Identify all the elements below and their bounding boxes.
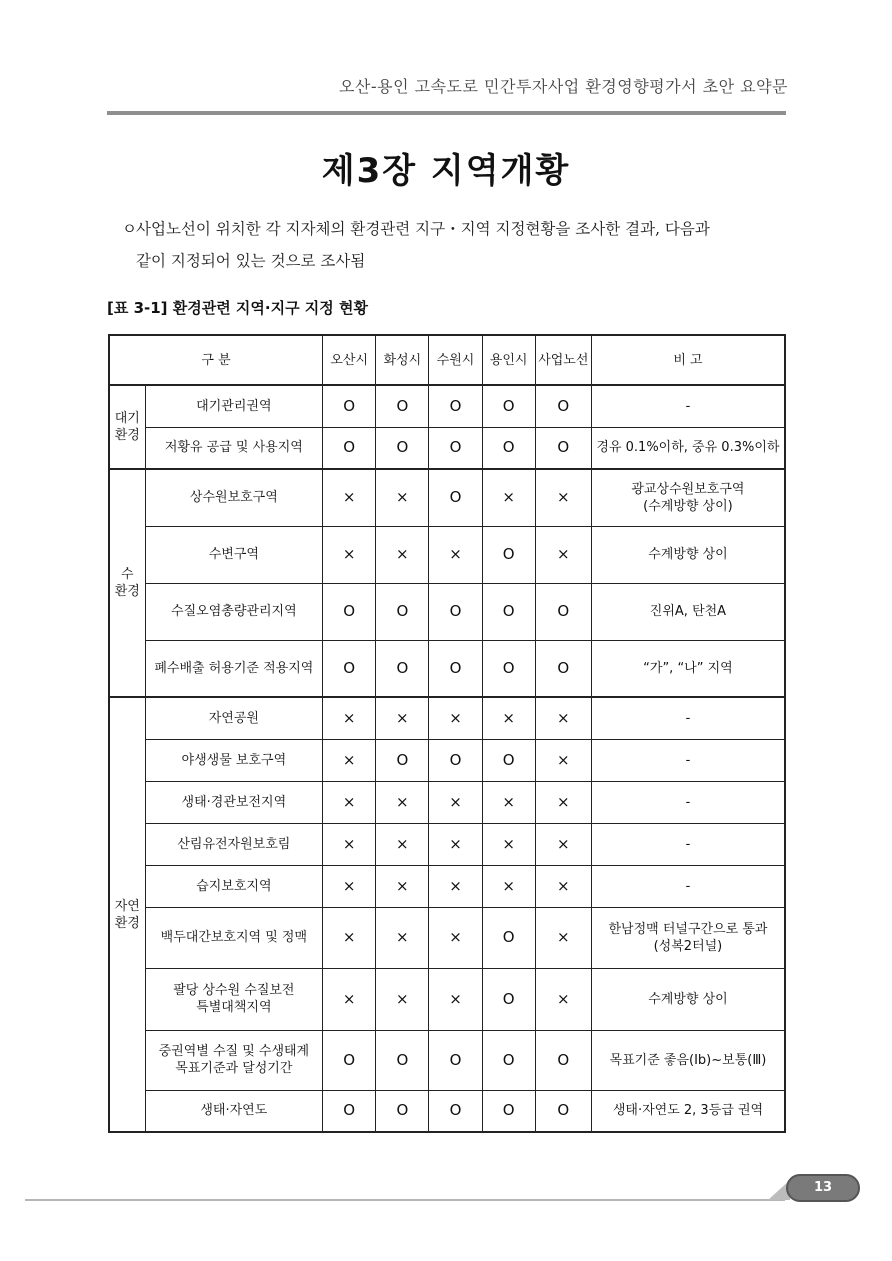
cell-osan: × xyxy=(323,697,376,739)
remark-cell: - xyxy=(591,865,785,907)
cell-hwaseong: × xyxy=(376,469,429,526)
cell-hwaseong: × xyxy=(376,697,429,739)
item-name: 중권역별 수질 및 수생태계 목표기준과 달성기간 xyxy=(145,1030,323,1090)
table-row xyxy=(109,1090,785,1132)
cell-hwaseong: O xyxy=(376,640,429,697)
remark-cell: 생태·자연도 2, 3등급 권역 xyxy=(591,1090,785,1132)
bullet-marker: ㅇ xyxy=(122,220,137,238)
remark-cell: 한남정맥 터널구간으로 통과 (성복2터널) xyxy=(591,907,785,968)
cell-osan: × xyxy=(323,781,376,823)
item-name: 습지보호지역 xyxy=(145,865,323,907)
item-name: 자연공원 xyxy=(145,697,323,739)
remark-cell: 광교상수원보호구역 (수계방향 상이) xyxy=(591,469,785,526)
cell-route: O xyxy=(535,385,591,427)
cell-route: × xyxy=(535,697,591,739)
group-label: 대기 환경 xyxy=(109,385,145,469)
cell-hwaseong: O xyxy=(376,739,429,781)
cell-suwon: O xyxy=(429,1090,482,1132)
cell-suwon: × xyxy=(429,526,482,583)
remark-cell: - xyxy=(591,739,785,781)
cell-suwon: O xyxy=(429,739,482,781)
cell-suwon: × xyxy=(429,823,482,865)
cell-hwaseong: O xyxy=(376,583,429,640)
table-row xyxy=(109,526,785,583)
cell-hwaseong: O xyxy=(376,1090,429,1132)
cell-osan: × xyxy=(323,968,376,1030)
cell-yongin: O xyxy=(482,739,535,781)
table-row xyxy=(109,865,785,907)
remark-cell: 경유 0.1%이하, 중유 0.3%이하 xyxy=(591,427,785,469)
header-project-route: 사업노선 xyxy=(535,335,591,385)
cell-yongin: × xyxy=(482,469,535,526)
footer-rule xyxy=(25,1199,785,1201)
cell-suwon: × xyxy=(429,968,482,1030)
header-suwon: 수원시 xyxy=(429,335,482,385)
cell-osan: × xyxy=(323,739,376,781)
item-name: 팔당 상수원 수질보전 특별대책지역 xyxy=(145,968,323,1030)
table-row xyxy=(109,968,785,1030)
cell-hwaseong: O xyxy=(376,385,429,427)
table-row xyxy=(109,781,785,823)
cell-osan: × xyxy=(323,526,376,583)
table-row xyxy=(109,385,785,427)
cell-suwon: O xyxy=(429,640,482,697)
cell-route: O xyxy=(535,1030,591,1090)
intro-paragraph xyxy=(122,213,786,277)
group-label: 자연 환경 xyxy=(109,697,145,1132)
cell-osan: O xyxy=(323,583,376,640)
cell-yongin: × xyxy=(482,865,535,907)
cell-suwon: O xyxy=(429,583,482,640)
cell-osan: × xyxy=(323,469,376,526)
cell-yongin: O xyxy=(482,583,535,640)
table-row xyxy=(109,469,785,526)
cell-route: O xyxy=(535,1090,591,1132)
cell-route: O xyxy=(535,640,591,697)
intro-line-1: 사업노선이 위치한 각 지자체의 환경관련 지구・지역 지정현황을 조사한 결과, 다음과 xyxy=(136,220,710,238)
remark-cell: - xyxy=(591,385,785,427)
cell-osan: × xyxy=(323,823,376,865)
cell-hwaseong: × xyxy=(376,781,429,823)
cell-suwon: × xyxy=(429,781,482,823)
cell-yongin: O xyxy=(482,1030,535,1090)
cell-route: × xyxy=(535,469,591,526)
cell-suwon: O xyxy=(429,1030,482,1090)
table-row xyxy=(109,1030,785,1090)
table-row xyxy=(109,739,785,781)
cell-hwaseong: × xyxy=(376,865,429,907)
cell-osan: O xyxy=(323,1090,376,1132)
cell-osan: O xyxy=(323,1030,376,1090)
cell-yongin: O xyxy=(482,385,535,427)
item-name: 야생생물 보호구역 xyxy=(145,739,323,781)
item-name: 폐수배출 허용기준 적용지역 xyxy=(145,640,323,697)
header-rule xyxy=(107,111,786,115)
header-category: 구 분 xyxy=(109,335,323,385)
cell-route: O xyxy=(535,427,591,469)
item-name: 수질오염총량관리지역 xyxy=(145,583,323,640)
item-name: 산림유전자원보호림 xyxy=(145,823,323,865)
item-name: 대기관리권역 xyxy=(145,385,323,427)
cell-yongin: O xyxy=(482,526,535,583)
cell-hwaseong: × xyxy=(376,526,429,583)
remark-cell: - xyxy=(591,781,785,823)
header-hwaseong: 화성시 xyxy=(376,335,429,385)
cell-hwaseong: O xyxy=(376,427,429,469)
cell-hwaseong: O xyxy=(376,1030,429,1090)
cell-yongin: O xyxy=(482,907,535,968)
cell-yongin: O xyxy=(482,1090,535,1132)
remark-cell: 진위A, 탄천A xyxy=(591,583,785,640)
cell-yongin: × xyxy=(482,823,535,865)
cell-route: × xyxy=(535,907,591,968)
cell-route: × xyxy=(535,865,591,907)
designation-table xyxy=(108,334,786,1133)
cell-osan: O xyxy=(323,427,376,469)
table-caption: [표 3-1] 환경관련 지역·지구 지정 현황 xyxy=(107,299,368,317)
cell-yongin: O xyxy=(482,640,535,697)
cell-suwon: × xyxy=(429,907,482,968)
cell-route: × xyxy=(535,739,591,781)
cell-route: × xyxy=(535,781,591,823)
remark-cell: 수계방향 상이 xyxy=(591,526,785,583)
item-name: 수변구역 xyxy=(145,526,323,583)
cell-route: × xyxy=(535,823,591,865)
cell-yongin: O xyxy=(482,427,535,469)
remark-cell: - xyxy=(591,823,785,865)
table-header-row xyxy=(109,335,785,385)
table-row xyxy=(109,583,785,640)
page-number-badge: 13 xyxy=(786,1174,860,1202)
cell-suwon: O xyxy=(429,427,482,469)
cell-suwon: × xyxy=(429,865,482,907)
cell-osan: × xyxy=(323,907,376,968)
running-title: 오산-용인 고속도로 민간투자사업 환경영향평가서 초안 요약문 xyxy=(338,77,788,96)
cell-suwon: O xyxy=(429,385,482,427)
table-row xyxy=(109,907,785,968)
table-row xyxy=(109,640,785,697)
remark-cell: - xyxy=(591,697,785,739)
item-name: 백두대간보호지역 및 정맥 xyxy=(145,907,323,968)
group-label: 수 환경 xyxy=(109,469,145,697)
cell-osan: O xyxy=(323,385,376,427)
remark-cell: 수계방향 상이 xyxy=(591,968,785,1030)
header-remarks: 비 고 xyxy=(591,335,785,385)
header-osan: 오산시 xyxy=(323,335,376,385)
table-row xyxy=(109,427,785,469)
header-yongin: 용인시 xyxy=(482,335,535,385)
remark-cell: 목표기준 좋음(Ⅰb)~보통(Ⅲ) xyxy=(591,1030,785,1090)
cell-suwon: × xyxy=(429,697,482,739)
cell-suwon: O xyxy=(429,469,482,526)
item-name: 생태·자연도 xyxy=(145,1090,323,1132)
cell-yongin: × xyxy=(482,781,535,823)
chapter-title: 제3장 지역개황 xyxy=(321,151,571,191)
cell-hwaseong: × xyxy=(376,907,429,968)
table-row xyxy=(109,697,785,739)
cell-yongin: × xyxy=(482,697,535,739)
item-name: 생태·경관보전지역 xyxy=(145,781,323,823)
item-name: 저황유 공급 및 사용지역 xyxy=(145,427,323,469)
cell-route: O xyxy=(535,583,591,640)
remark-cell: “가”, “나” 지역 xyxy=(591,640,785,697)
cell-route: × xyxy=(535,968,591,1030)
cell-hwaseong: × xyxy=(376,968,429,1030)
item-name: 상수원보호구역 xyxy=(145,469,323,526)
cell-osan: O xyxy=(323,640,376,697)
intro-line-2: 같이 지정되어 있는 것으로 조사됨 xyxy=(136,252,366,270)
cell-hwaseong: × xyxy=(376,823,429,865)
cell-osan: × xyxy=(323,865,376,907)
cell-route: × xyxy=(535,526,591,583)
table-row xyxy=(109,823,785,865)
cell-yongin: O xyxy=(482,968,535,1030)
